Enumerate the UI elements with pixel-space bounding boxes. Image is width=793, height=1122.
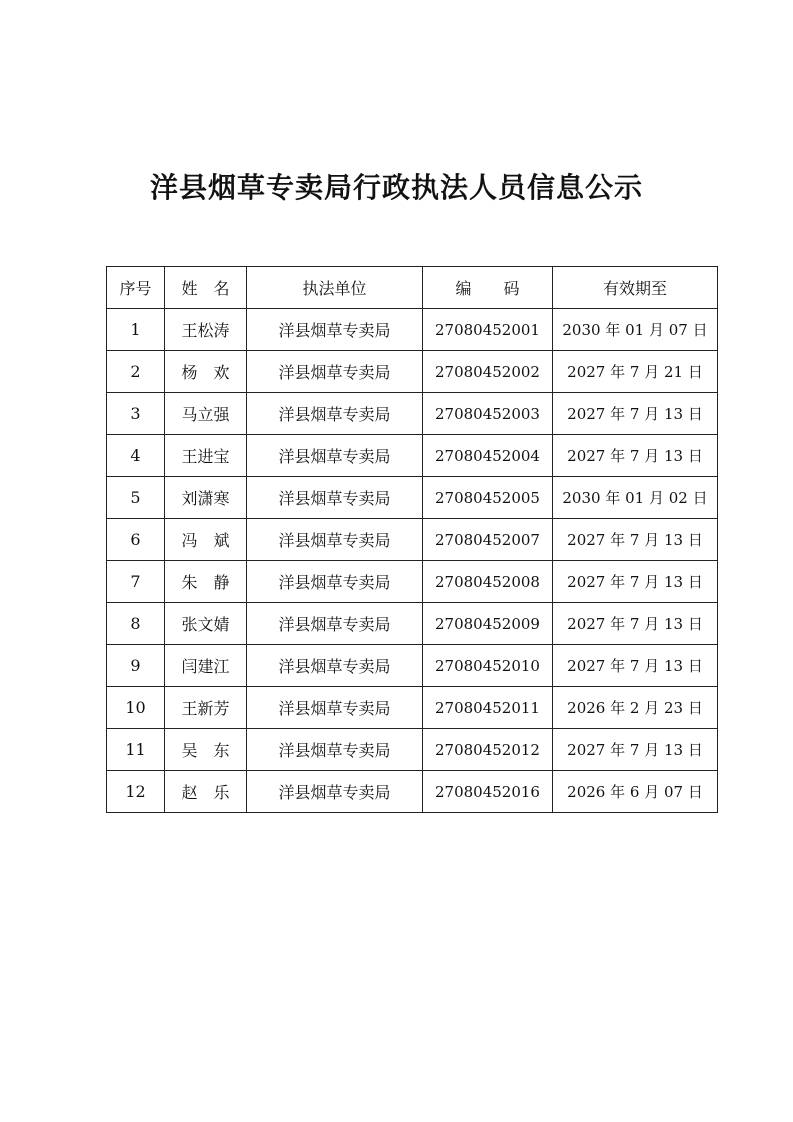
cell-expiry: 2027 年 7 月 13 日 xyxy=(553,435,718,477)
page-title: 洋县烟草专卖局行政执法人员信息公示 xyxy=(149,171,643,204)
cell-unit: 洋县烟草专卖局 xyxy=(247,519,423,561)
header-name: 姓 名 xyxy=(165,267,247,309)
cell-code: 27080452012 xyxy=(423,729,553,771)
cell-name: 张文婧 xyxy=(165,603,247,645)
table-row xyxy=(107,309,718,351)
cell-no: 9 xyxy=(107,645,165,687)
cell-no: 8 xyxy=(107,603,165,645)
cell-expiry: 2027 年 7 月 13 日 xyxy=(553,645,718,687)
cell-name: 马立强 xyxy=(165,393,247,435)
cell-name: 王新芳 xyxy=(165,687,247,729)
table-header-row xyxy=(107,267,718,309)
cell-no: 6 xyxy=(107,519,165,561)
cell-code: 27080452010 xyxy=(423,645,553,687)
table-row xyxy=(107,729,718,771)
cell-unit: 洋县烟草专卖局 xyxy=(247,645,423,687)
cell-no: 1 xyxy=(107,309,165,351)
cell-expiry: 2026 年 6 月 07 日 xyxy=(553,771,718,813)
cell-expiry: 2027 年 7 月 13 日 xyxy=(553,393,718,435)
staff-table xyxy=(106,266,718,813)
cell-unit: 洋县烟草专卖局 xyxy=(247,729,423,771)
header-expiry: 有效期至 xyxy=(553,267,718,309)
table-row xyxy=(107,687,718,729)
cell-no: 10 xyxy=(107,687,165,729)
cell-code: 27080452016 xyxy=(423,771,553,813)
cell-name: 朱 静 xyxy=(165,561,247,603)
cell-unit: 洋县烟草专卖局 xyxy=(247,393,423,435)
cell-expiry: 2027 年 7 月 13 日 xyxy=(553,519,718,561)
cell-no: 4 xyxy=(107,435,165,477)
cell-code: 27080452009 xyxy=(423,603,553,645)
cell-no: 12 xyxy=(107,771,165,813)
table-row xyxy=(107,393,718,435)
cell-unit: 洋县烟草专卖局 xyxy=(247,351,423,393)
table-body xyxy=(107,309,718,813)
cell-unit: 洋县烟草专卖局 xyxy=(247,435,423,477)
cell-name: 闫建江 xyxy=(165,645,247,687)
cell-code: 27080452007 xyxy=(423,519,553,561)
header-unit: 执法单位 xyxy=(247,267,423,309)
cell-name: 赵 乐 xyxy=(165,771,247,813)
cell-unit: 洋县烟草专卖局 xyxy=(247,771,423,813)
cell-code: 27080452004 xyxy=(423,435,553,477)
table-row xyxy=(107,477,718,519)
cell-expiry: 2026 年 2 月 23 日 xyxy=(553,687,718,729)
cell-name: 王松涛 xyxy=(165,309,247,351)
table-row xyxy=(107,351,718,393)
cell-expiry: 2030 年 01 月 02 日 xyxy=(553,477,718,519)
header-no: 序号 xyxy=(107,267,165,309)
table-row xyxy=(107,561,718,603)
cell-name: 王进宝 xyxy=(165,435,247,477)
cell-no: 7 xyxy=(107,561,165,603)
cell-expiry: 2027 年 7 月 13 日 xyxy=(553,603,718,645)
table-row xyxy=(107,519,718,561)
cell-no: 3 xyxy=(107,393,165,435)
cell-name: 吴 东 xyxy=(165,729,247,771)
cell-no: 11 xyxy=(107,729,165,771)
cell-unit: 洋县烟草专卖局 xyxy=(247,687,423,729)
cell-expiry: 2030 年 01 月 07 日 xyxy=(553,309,718,351)
cell-unit: 洋县烟草专卖局 xyxy=(247,477,423,519)
header-code: 编 码 xyxy=(423,267,553,309)
cell-name: 冯 斌 xyxy=(165,519,247,561)
cell-no: 5 xyxy=(107,477,165,519)
cell-code: 27080452005 xyxy=(423,477,553,519)
cell-unit: 洋县烟草专卖局 xyxy=(247,603,423,645)
table-row xyxy=(107,435,718,477)
cell-expiry: 2027 年 7 月 13 日 xyxy=(553,729,718,771)
cell-no: 2 xyxy=(107,351,165,393)
cell-code: 27080452001 xyxy=(423,309,553,351)
table-row xyxy=(107,645,718,687)
cell-expiry: 2027 年 7 月 21 日 xyxy=(553,351,718,393)
table-row xyxy=(107,771,718,813)
cell-name: 杨 欢 xyxy=(165,351,247,393)
cell-unit: 洋县烟草专卖局 xyxy=(247,309,423,351)
cell-code: 27080452011 xyxy=(423,687,553,729)
cell-code: 27080452008 xyxy=(423,561,553,603)
table-row xyxy=(107,603,718,645)
cell-unit: 洋县烟草专卖局 xyxy=(247,561,423,603)
cell-name: 刘潇寒 xyxy=(165,477,247,519)
cell-expiry: 2027 年 7 月 13 日 xyxy=(553,561,718,603)
cell-code: 27080452002 xyxy=(423,351,553,393)
cell-code: 27080452003 xyxy=(423,393,553,435)
